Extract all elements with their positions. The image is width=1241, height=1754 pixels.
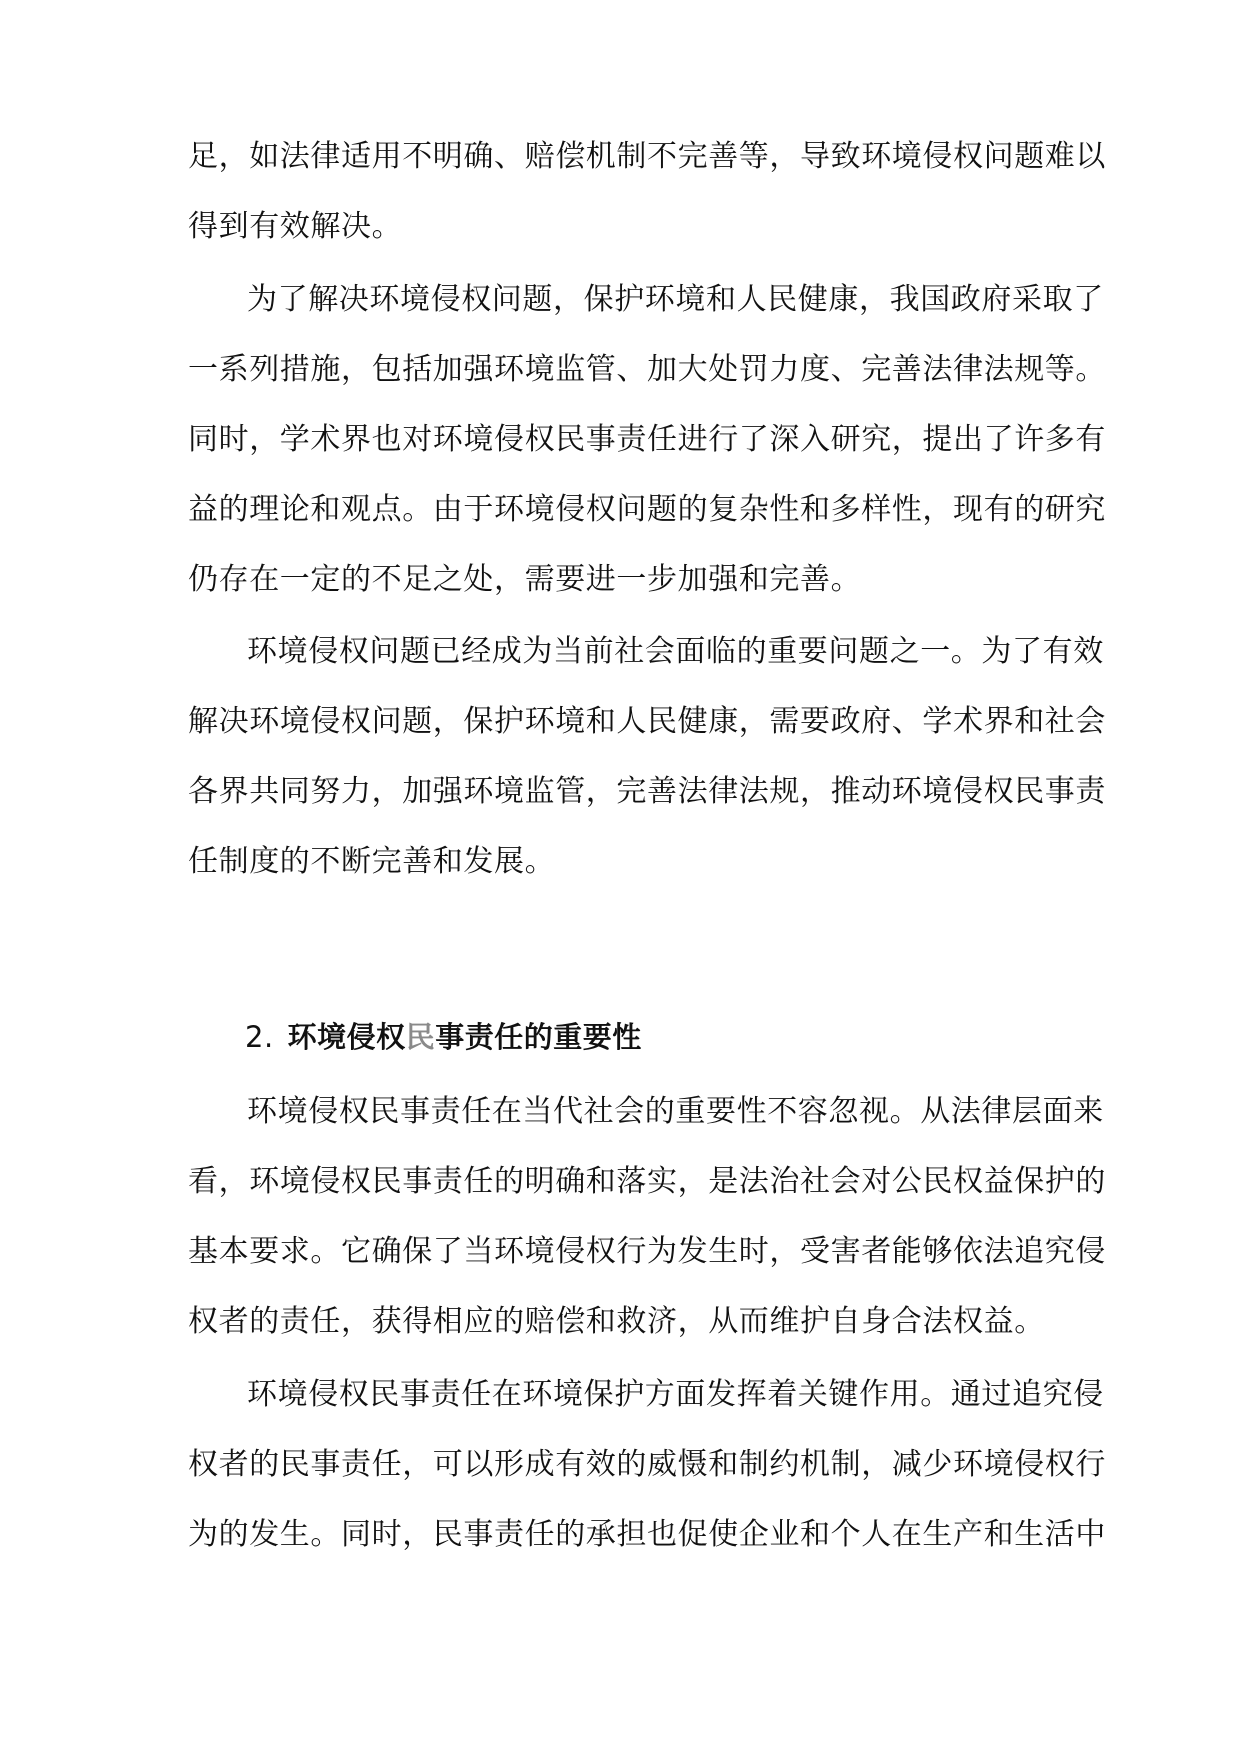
text-line: 一系列措施，包括加强环境监管、加大处罚力度、完善法律法规等。 [188, 352, 1106, 387]
heading-text-faded: 民 [405, 1020, 436, 1054]
text-line: 环境侵权问题已经成为当前社会面临的重要问题之一。为了有效 [247, 634, 1104, 669]
heading-text: 事责任的重要性 [435, 1020, 642, 1054]
text-line: 权者的责任，获得相应的赔偿和救济，从而维护自身合法权益。 [188, 1304, 1045, 1339]
text-line: 看，环境侵权民事责任的明确和落实，是法治社会对公民权益保护的 [188, 1164, 1106, 1199]
heading-text: 环境侵权 [287, 1020, 406, 1054]
text-line: 解决环境侵权问题，保护环境和人民健康，需要政府、学术界和社会 [188, 704, 1106, 739]
text-line: 仍存在一定的不足之处，需要进一步加强和完善。 [188, 562, 862, 597]
text-line: 为的发生。同时，民事责任的承担也促使企业和个人在生产和生活中 [188, 1517, 1106, 1552]
text-line: 为了解决环境侵权问题，保护环境和人民健康，我国政府采取了 [247, 282, 1104, 317]
text-line: 各界共同努力，加强环境监管，完善法律法规，推动环境侵权民事责 [188, 774, 1106, 809]
text-line: 益的理论和观点。由于环境侵权问题的复杂性和多样性，现有的研究 [188, 492, 1106, 527]
text-line: 权者的民事责任，可以形成有效的威慑和制约机制，减少环境侵权行 [188, 1447, 1106, 1482]
text-line: 同时，学术界也对环境侵权民事责任进行了深入研究，提出了许多有 [188, 422, 1106, 457]
text-line: 得到有效解决。 [188, 209, 403, 244]
section-heading [245, 1017, 642, 1057]
text-line: 足，如法律适用不明确、赔偿机制不完善等，导致环境侵权问题难以 [188, 139, 1106, 174]
section-number: 2. [245, 1020, 274, 1054]
text-line: 基本要求。它确保了当环境侵权行为发生时，受害者能够依法追究侵 [188, 1234, 1106, 1269]
text-line: 环境侵权民事责任在环境保护方面发挥着关键作用。通过追究侵 [247, 1377, 1104, 1412]
text-line: 任制度的不断完善和发展。 [188, 844, 556, 879]
text-line: 环境侵权民事责任在当代社会的重要性不容忽视。从法律层面来 [247, 1094, 1104, 1129]
